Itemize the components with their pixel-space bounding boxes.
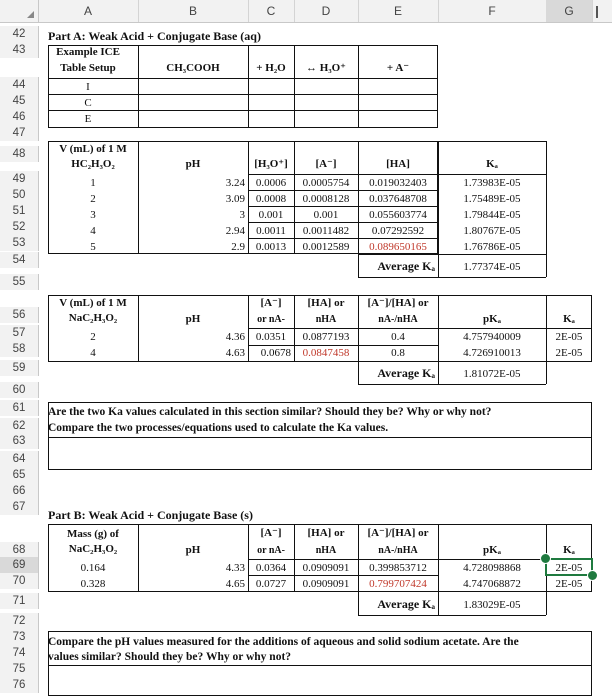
row-header-48[interactable]: 48: [0, 146, 39, 162]
t1-cell-ph: 3.09: [225, 193, 245, 205]
pb-header-a-1: [A⁻]: [260, 527, 282, 539]
pb-average-value: 1.83029E-05: [463, 599, 521, 611]
row-header-46[interactable]: 46: [0, 109, 39, 125]
row-header-66[interactable]: 66: [0, 483, 39, 499]
ice-ch3cooh: CH₃COOH: [166, 62, 220, 74]
t1-cell-h3o: 0.0008: [255, 193, 287, 205]
selection-handle-top-left[interactable]: [540, 553, 551, 564]
row-header-61[interactable]: 61: [0, 400, 39, 416]
pb-header-mass-1: Mass (g) of: [67, 528, 119, 540]
column-header-e[interactable]: E: [358, 0, 439, 22]
column-header-g[interactable]: G: [546, 0, 593, 22]
ice-row-c: C: [84, 97, 92, 109]
pb-cell-ph: 4.65: [225, 578, 245, 590]
t2-cell-ratio: 0.8: [391, 347, 405, 359]
t1-header-h3o: [H₃O⁺]: [254, 158, 288, 170]
pb-cell-mass: 0.164: [80, 562, 106, 574]
pb-header-ha-2: nHA: [315, 545, 337, 556]
row-header-69[interactable]: 69: [0, 557, 39, 573]
t1-cell-ka: 1.75489E-05: [463, 193, 521, 205]
t2-header-ha-1: [HA] or: [307, 297, 345, 309]
row-header-49[interactable]: 49: [0, 171, 39, 187]
t1-cell-a: 0.0012589: [302, 241, 350, 253]
t1-cell-ha: 0.089650165: [369, 241, 427, 253]
row-header-74[interactable]: 74: [0, 645, 39, 661]
ice-h3o: ↔ H₃O⁺: [306, 62, 346, 74]
pb-cell-ha: 0.0909091: [302, 578, 350, 590]
pb-cell-mass: 0.328: [80, 578, 106, 590]
t2-average-label: Average Kₐ: [377, 366, 435, 380]
column-header-f[interactable]: F: [438, 0, 547, 22]
t2-header-volume-2: NaC₂H₃O₂: [68, 312, 118, 324]
t2-header-ph: pH: [185, 313, 201, 325]
column-header-b[interactable]: B: [138, 0, 249, 22]
t2-cell-a: 0.0351: [255, 331, 287, 343]
t2-header-a-1: [A⁻]: [260, 297, 282, 309]
t1-cell-volume: 4: [90, 225, 96, 237]
t1-cell-ph: 2.94: [225, 225, 245, 237]
t2-cell-pka: 4.757940009: [463, 331, 521, 343]
t1-cell-h3o: 0.0006: [255, 177, 287, 189]
t1-header-ph: pH: [185, 158, 201, 170]
t2-cell-ha: 0.0847458: [302, 347, 350, 359]
t1-header-volume-1: V (mL) of 1 M: [59, 143, 127, 155]
t2-cell-ha: 0.0877193: [302, 331, 350, 343]
t2-header-pka: pKₐ: [483, 313, 501, 325]
t2-header-volume-1: V (mL) of 1 M: [59, 297, 127, 309]
selection-handle-bottom-right[interactable]: [587, 570, 598, 581]
t2-header-ratio-1: [A⁻]/[HA] or: [367, 297, 429, 309]
pb-cell-pka: 4.728098868: [463, 562, 521, 574]
t1-header-volume-2: HC₂H₃O₂: [71, 158, 115, 170]
t1-cell-ka: 1.79844E-05: [463, 209, 521, 221]
t1-header-a: [A⁻]: [315, 158, 337, 170]
pb-cell-pka: 4.747068872: [463, 578, 521, 590]
t1-cell-ka: 1.76786E-05: [463, 241, 521, 253]
row-header-62[interactable]: 62: [0, 418, 39, 434]
t2-cell-volume: 4: [90, 347, 96, 359]
row-header-72[interactable]: 72: [0, 613, 39, 629]
question-2-line-1: Compare the pH values measured for the additions of aqueous and solid sodium acetate. Are the: [48, 636, 519, 648]
row-header-60[interactable]: 60: [0, 382, 39, 398]
t2-cell-ka: 2E-05: [555, 331, 583, 343]
pb-cell-a: 0.0364: [255, 562, 287, 574]
row-header-58[interactable]: 58: [0, 341, 39, 357]
t1-cell-ph: 2.9: [231, 241, 245, 253]
pb-average-label: Average Kₐ: [377, 597, 435, 611]
t2-header-a-2: or nA-: [257, 314, 285, 325]
pb-cell-ha: 0.0909091: [302, 562, 350, 574]
pb-header-ka: Kₐ: [563, 544, 575, 556]
pb-header-a-2: or nA-: [257, 545, 285, 556]
t1-cell-h3o: 0.0013: [255, 241, 287, 253]
t2-cell-volume: 2: [90, 331, 96, 343]
t1-cell-ha: 0.07292592: [371, 225, 425, 237]
question-1-line-1: Are the two Ka values calculated in this section similar? Should they be? Why or why not?: [48, 406, 492, 418]
pb-header-ha-1: [HA] or: [307, 527, 345, 539]
question-1-line-2: Compare the two processes/equations used to calculate the Ka values.: [48, 422, 389, 434]
t1-cell-ha: 0.055603774: [369, 209, 427, 221]
select-all-corner[interactable]: [0, 0, 39, 22]
row-header-65[interactable]: 65: [0, 467, 39, 483]
t2-cell-ph: 4.36: [225, 331, 245, 343]
ice-row-i: I: [86, 81, 90, 93]
t2-cell-ph: 4.63: [225, 347, 245, 359]
row-header-44[interactable]: 44: [0, 77, 39, 93]
row-header-53[interactable]: 53: [0, 235, 39, 251]
t1-cell-volume: 2: [90, 193, 96, 205]
question-2-line-2: values similar? Should they be? Why or why not?: [48, 651, 292, 663]
t1-cell-volume: 1: [90, 177, 96, 189]
ice-row-e: E: [84, 113, 92, 125]
t1-cell-volume: 5: [90, 241, 96, 253]
column-resize-handle[interactable]: [596, 6, 598, 18]
row-header-63[interactable]: 63: [0, 433, 39, 449]
row-header-71[interactable]: 71: [0, 593, 39, 609]
t1-cell-h3o: 0.001: [258, 209, 284, 221]
row-header-45[interactable]: 45: [0, 93, 39, 109]
pb-cell-ratio: 0.799707424: [369, 578, 427, 590]
row-header-57[interactable]: 57: [0, 325, 39, 341]
row-header-73[interactable]: 73: [0, 629, 39, 645]
row-header-42[interactable]: 42: [0, 26, 39, 42]
row-header-43[interactable]: 43: [0, 42, 39, 58]
row-header-64[interactable]: 64: [0, 451, 39, 467]
pb-cell-ka: 2E-05: [555, 562, 583, 574]
row-header-67[interactable]: 67: [0, 499, 39, 515]
row-header-52[interactable]: 52: [0, 219, 39, 235]
t1-cell-volume: 3: [90, 209, 96, 221]
row-header-68[interactable]: 68: [0, 542, 39, 558]
pb-cell-a: 0.0727: [255, 578, 287, 590]
pb-header-mass-2: NaC₂H₃O₂: [68, 543, 118, 555]
t2-header-ratio-2: nA-/nHA: [378, 314, 418, 325]
t1-cell-ph: 3: [239, 209, 245, 221]
row-header-54[interactable]: 54: [0, 252, 39, 268]
ice-label-1: Example ICE: [56, 46, 120, 58]
t1-cell-ph: 3.24: [225, 177, 245, 189]
t1-header-ka: Kₐ: [486, 158, 498, 170]
ice-h2o: + H₂O: [256, 62, 286, 74]
selected-cell-g69[interactable]: [545, 558, 593, 576]
column-header-d[interactable]: D: [294, 0, 359, 22]
row-header-59[interactable]: 59: [0, 360, 39, 376]
t1-cell-ka: 1.73983E-05: [463, 177, 521, 189]
t2-cell-pka: 4.726910013: [463, 347, 521, 359]
t1-cell-a: 0.0008128: [302, 193, 350, 205]
t2-average-value: 1.81072E-05: [463, 368, 521, 380]
row-header-55[interactable]: 55: [0, 274, 39, 290]
pb-cell-ph: 4.33: [225, 562, 245, 574]
t1-cell-ka: 1.80767E-05: [463, 225, 521, 237]
pb-cell-ka: 2E-05: [555, 578, 583, 590]
part-b-title: Part B: Weak Acid + Conjugate Base (s): [48, 508, 253, 522]
t2-cell-ratio: 0.4: [391, 331, 405, 343]
pb-header-ratio-2: nA-/nHA: [378, 545, 418, 556]
row-header-56[interactable]: 56: [0, 307, 39, 323]
t1-cell-h3o: 0.0011: [256, 225, 286, 237]
column-header-a[interactable]: A: [38, 0, 139, 22]
column-header-c[interactable]: C: [248, 0, 295, 22]
ice-label-2: Table Setup: [60, 62, 116, 74]
row-header-51[interactable]: 51: [0, 203, 39, 219]
pb-header-pka: pKₐ: [483, 544, 501, 556]
row-header-70[interactable]: 70: [0, 573, 39, 589]
pb-cell-ratio: 0.399853712: [369, 562, 427, 574]
t1-cell-ha: 0.037648708: [369, 193, 427, 205]
t2-cell-a: 0.0678: [260, 347, 291, 359]
row-header-47[interactable]: 47: [0, 125, 39, 141]
part-a-title: Part A: Weak Acid + Conjugate Base (aq): [48, 29, 261, 43]
t1-cell-a: 0.0005754: [302, 177, 350, 189]
row-header-50[interactable]: 50: [0, 187, 39, 203]
t1-cell-ha: 0.019032403: [369, 177, 427, 189]
pb-header-ph: pH: [185, 544, 201, 556]
t2-cell-ka: 2E-05: [555, 347, 583, 359]
row-header-76[interactable]: 76: [0, 677, 39, 693]
ice-a: + A⁻: [386, 62, 410, 74]
t1-average-value: 1.77374E-05: [463, 261, 521, 273]
t2-header-ka: Kₐ: [563, 313, 575, 325]
t2-header-ha-2: nHA: [315, 314, 337, 325]
t1-average-label: Average Kₐ: [377, 259, 435, 273]
t1-cell-a: 0.001: [313, 209, 339, 221]
t1-cell-a: 0.0011482: [302, 225, 350, 237]
column-header-bar: [0, 0, 612, 23]
pb-header-ratio-1: [A⁻]/[HA] or: [367, 527, 429, 539]
row-header-75[interactable]: 75: [0, 661, 39, 677]
t1-header-ha: [HA]: [386, 158, 410, 170]
